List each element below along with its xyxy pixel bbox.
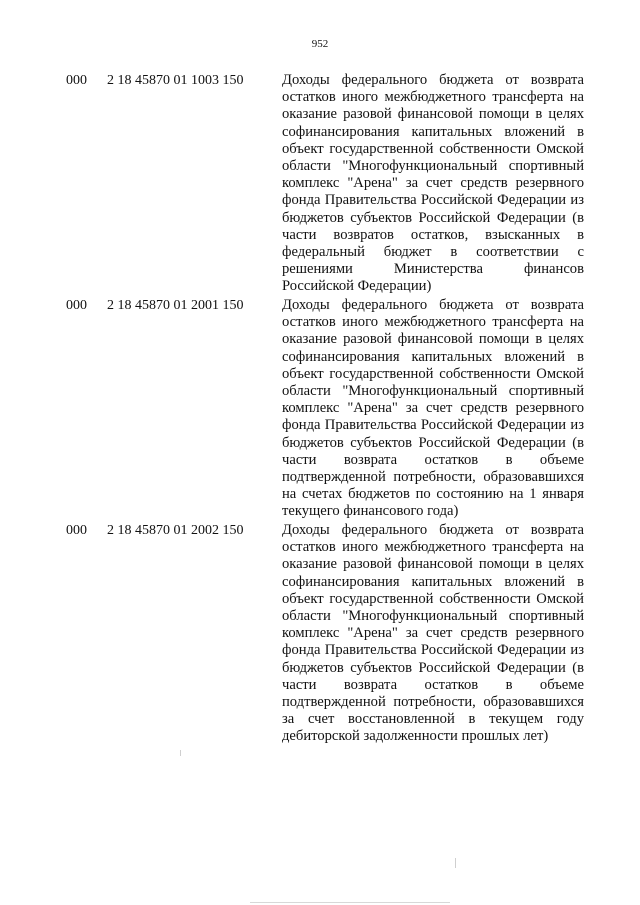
admin-code: 000	[66, 73, 87, 88]
classification-code: 2 18 45870 01 2001 150	[107, 298, 244, 313]
income-description: Доходы федерального бюджета от возврата остатков иного межбюджетного трансферта на оказание разовой финансовой помощи в целях софинансирования капитальных вложений в объект государственной собственности Омской области "Многофункциональный спортивный комплекс "Арена" за счет средств резервного фонда Правительства Российской Федерации из бюджетов субъектов Российской Федерации (в части возвратов остатков, взысканных в федеральный бюджет в соответствии с решениями Министерства финансов Российской Федерации)	[282, 72, 584, 295]
admin-code: 000	[66, 298, 87, 313]
scan-artifact	[180, 750, 181, 756]
classification-code: 2 18 45870 01 1003 150	[107, 73, 244, 88]
admin-code: 000	[66, 523, 87, 538]
classification-code: 2 18 45870 01 2002 150	[107, 523, 244, 538]
scan-artifact	[455, 858, 456, 868]
income-description: Доходы федерального бюджета от возврата остатков иного межбюджетного трансферта на оказание разовой финансовой помощи в целях софинансирования капитальных вложений в объект государственной собственности Омской области "Многофункциональный спортивный комплекс "Арена" за счет средств резервного фонда Правительства Российской Федерации из бюджетов субъектов Российской Федерации (в части возврата остатков в объеме подтвержденной потребности, образовавшихся за счет восстановленной в текущем году дебиторской задолженности прошлых лет)	[282, 522, 584, 745]
page-number: 952	[311, 38, 329, 50]
income-description: Доходы федерального бюджета от возврата остатков иного межбюджетного трансферта на оказание разовой финансовой помощи в целях софинансирования капитальных вложений в объект государственной собственности Омской области "Многофункциональный спортивный комплекс "Арена" за счет средств резервного фонда Правительства Российской Федерации из бюджетов субъектов Российской Федерации (в части возврата остатков в объеме подтвержденной потребности, образовавшихся на счетах бюджетов по состоянию на 1 января текущего финансового года)	[282, 297, 584, 520]
scan-edge-line	[250, 902, 450, 903]
